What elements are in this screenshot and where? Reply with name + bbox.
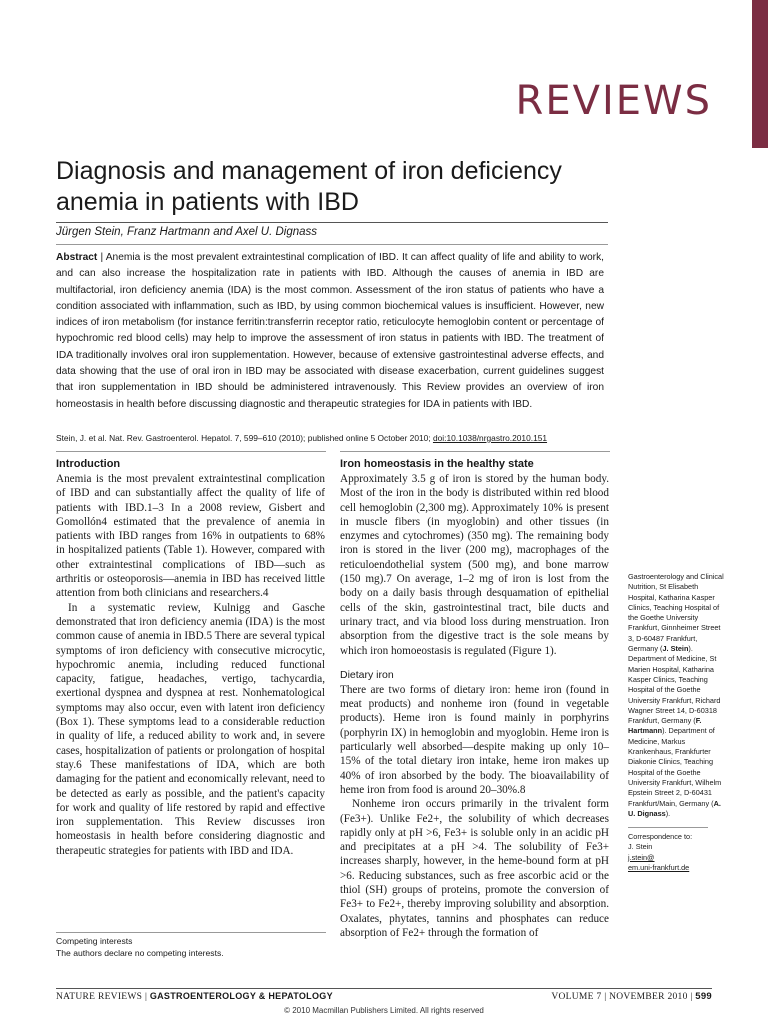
affiliation-name-2: F. Hartmann [628, 716, 702, 736]
affiliation-3: ). Department of Medicine, Markus Krankenhaus, Frankfurter Diakonie Clinics, Teaching Hospital of the Goethe University Frankfurt, Wilhelm Epstein Street 2, D-60431 Frankfurt/Main, Germany ( [628, 726, 722, 808]
introduction-paragraph-1: Anemia is the most prevalent extraintestinal complication of IBD and can substantially affect the quality of life of patients with IBD.1–3 In a 2008 review, Gisbert and Gomollón4 estimated that the prevalence of anemia in patients with IBD ranges from 16% in outpatients to 68% in hospitalized patients (Table 1). However, compared with other extraintestinal complications of IBD—such as arthritis or osteoporosis—anemia in IBD has received little attention from both clinicians and researchers.4 [56, 473, 325, 600]
page-number: 599 [695, 991, 712, 1002]
column-divider-left [56, 451, 326, 452]
footer-publisher: NATURE REVIEWS [56, 992, 143, 1002]
section-label: REVIEWS [515, 78, 712, 124]
correspondence-email-line-2[interactable]: em.uni-frankfurt.de [628, 863, 690, 873]
competing-interests-text: The authors declare no competing interests. [56, 947, 224, 958]
affiliation-4: ). [665, 808, 671, 818]
competing-interests [56, 932, 326, 959]
copyright: © 2010 Macmillan Publishers Limited. All rights reserved [284, 1006, 484, 1015]
footer-issue [551, 991, 712, 1002]
affiliation-name-3: A. U. Dignass [628, 798, 721, 818]
homeostasis-paragraph-1: Approximately 3.5 g of iron is stored by the human body. Most of the iron in the body is distributed within red blood cell hemoglobin (2,300 mg). Approximately 10% is present in muscle fibers (in myoglobin) and other tissues (in enzymes and cytochromes) (350 mg). The remaining body iron is stored in the liver (200 mg), macrophages of the reticuloendothelial system (500 mg), and bone marrow (150 mg).7 On average, 1–2 mg of iron is lost from the body on a daily basis through desquamation of epithelial cells of the skin, gastrointestinal tract, bile ducts and urinary tract, and via blood loss during menstruation. Iron absorption from the digestive tract is the sole means by which iron homoeostasis is regulated (Figure 1). [340, 473, 609, 657]
column-homeostasis [340, 457, 609, 940]
abstract-text: Anemia is the most prevalent extraintestinal complication of IBD. It can affect quality of life and ability to work, and can also increase the hospitalization rate in patients with IBD. Although the causes of anemia in IBD are multifactorial, iron deficiency anemia (IDA) is the most common. Assessment of the iron status of patients who have a condition associated with inflammation, such as IBD, by using common biochemical values is insufficient. However, new indices of iron metabolism (for instance ferritin:transferrin receptor ratio, reticulocyte hemoglobin content or percentage of hypochromic red blood cells) may help to improve the assessment of iron status in patients with IBD. The treatment of IDA traditionally involves oral iron supplementation. However, because of extensive gastrointestinal adverse effects, and data showing that the use of oral iron in IBD may be associated with disease exacerbation, current guidelines suggest that iron supplementation in IBD should be administered intravenously. This Review provides an overview of iron homeostasis in health before discussing diagnostic and therapeutic strategies for IDA in patients with IBD. [56, 252, 605, 410]
dietary-iron-heading: Dietary iron [340, 668, 394, 681]
competing-interests-heading: Competing interests [56, 936, 133, 946]
dietary-iron-paragraph-1: There are two forms of dietary iron: heme iron (found in meat products) and nonheme iron (found in vegetable products). Heme iron is found mainly in porphyrins (porphyrin IX) in hemoglobin and myoglobin. Heme iron is particularly well absorbed—despite making up only 10–15% of the total dietary iron intake, heme iron makes up 40% of iron absorbed by the body. The bioavailability of heme iron from food is around 20–30%.8 [340, 683, 609, 796]
citation [56, 433, 616, 443]
article-title: Diagnosis and management of iron deficiency anemia in patients with IBD [56, 157, 562, 216]
column-divider-right [340, 451, 610, 452]
doi-link[interactable]: doi:10.1038/nrgastro.2010.151 [432, 433, 548, 443]
footer-date: NOVEMBER 2010 [609, 992, 688, 1002]
footer-journal-name: GASTROENTEROLOGY & HEPATOLOGY [149, 991, 333, 1001]
title-divider [56, 222, 608, 223]
affiliation-text [628, 572, 728, 819]
footer-separator-2: | [601, 992, 610, 1002]
footer-journal [56, 991, 333, 1002]
correspondence-divider [628, 827, 708, 828]
footer-divider [56, 988, 712, 989]
footer-separator-3: | [687, 992, 696, 1002]
correspondence-name: J. Stein [628, 842, 653, 852]
accent-bar [752, 0, 768, 148]
footer-volume: VOLUME 7 [551, 992, 602, 1002]
dietary-iron-paragraph-2: Nonheme iron occurs primarily in the trivalent form (Fe3+). Unlike Fe2+, the solubility of which decreases rapidly only at pH >6, Fe3+ is soluble only in an acidic pH and precipitates at a pH >4. The solubility of Fe3+ increases sharply, however, in the heme-bound form at pH >6. Reducing substances, such as free ascorbic acid or the thiol (SH) groups of proteins, promote the conversion of Fe3+ to Fe2+, thereby improving solubility and absorption. Oxalates, phytates, tannins and phosphates can reduce absorption of Fe2+ through the formation of [340, 798, 609, 939]
column-introduction [56, 457, 325, 858]
footer-separator: | [142, 992, 150, 1002]
affiliation-1: Gastroenterology and Clinical Nutrition, St Elisabeth Hospital, Katharina Kasper Clinics, Teaching Hospital of the Goethe University Frankfurt, Ginnheimer Street 3, D-60487 Frankfurt, Germany ( [628, 572, 724, 654]
correspondence-email-line-1[interactable]: j.stein@ [628, 852, 655, 862]
abstract-label: Abstract [56, 252, 98, 263]
abstract-separator: | [97, 252, 106, 263]
citation-text: Stein, J. et al. Nat. Rev. Gastroenterol. Hepatol. 7, 599–610 (2010); published online 5 October 2010; [56, 433, 431, 443]
abstract [56, 250, 604, 413]
introduction-paragraph-2: In a systematic review, Kulnigg and Gasche demonstrated that iron deficiency anemia (IDA) is the most common cause of anemia in IBD.5 There are several typical symptoms of iron deficiency with consecutive microcytic, hypochromic anemia, including reduced functional capacity, fatigue, headaches, vertigo, tachycardia, exertional dyspnea and dyspnea at rest. Nonhematological symptoms may also occur, even with latent iron deficiency (Box 1). These symptoms lead to a considerable reduction in quality of life, a reduced ability to work and, in severe cases, hospitalization of patients or prolongation of hospital stay.6 These manifestations of IDA, which are both damaging for the patient and economically relevant, need to be detected as early as possible, and the patient's capacity for work and quality of life restored by rapid and effective iron supplementation. This Review discusses iron homeostasis in health before considering diagnostic and therapeutic strategies for patients with IBD and IDA. [56, 601, 325, 857]
correspondence-label: Correspondence to: [628, 832, 693, 842]
affiliation-2: ). Department of Medicine, St Marien Hospital, Katharina Kasper Clinics, Teaching Hospital of the Goethe University Frankfurt, Richard Wagner Street 14, D-60318 Frankfurt, Germany ( [628, 644, 721, 726]
introduction-heading: Introduction [56, 458, 121, 470]
author-affiliations [628, 572, 728, 873]
author-list: Jürgen Stein, Franz Hartmann and Axel U. Dignass [56, 226, 318, 238]
affiliation-name-1: J. Stein [662, 644, 689, 654]
abstract-divider [56, 244, 608, 245]
homeostasis-heading: Iron homeostasis in the healthy state [340, 458, 534, 470]
